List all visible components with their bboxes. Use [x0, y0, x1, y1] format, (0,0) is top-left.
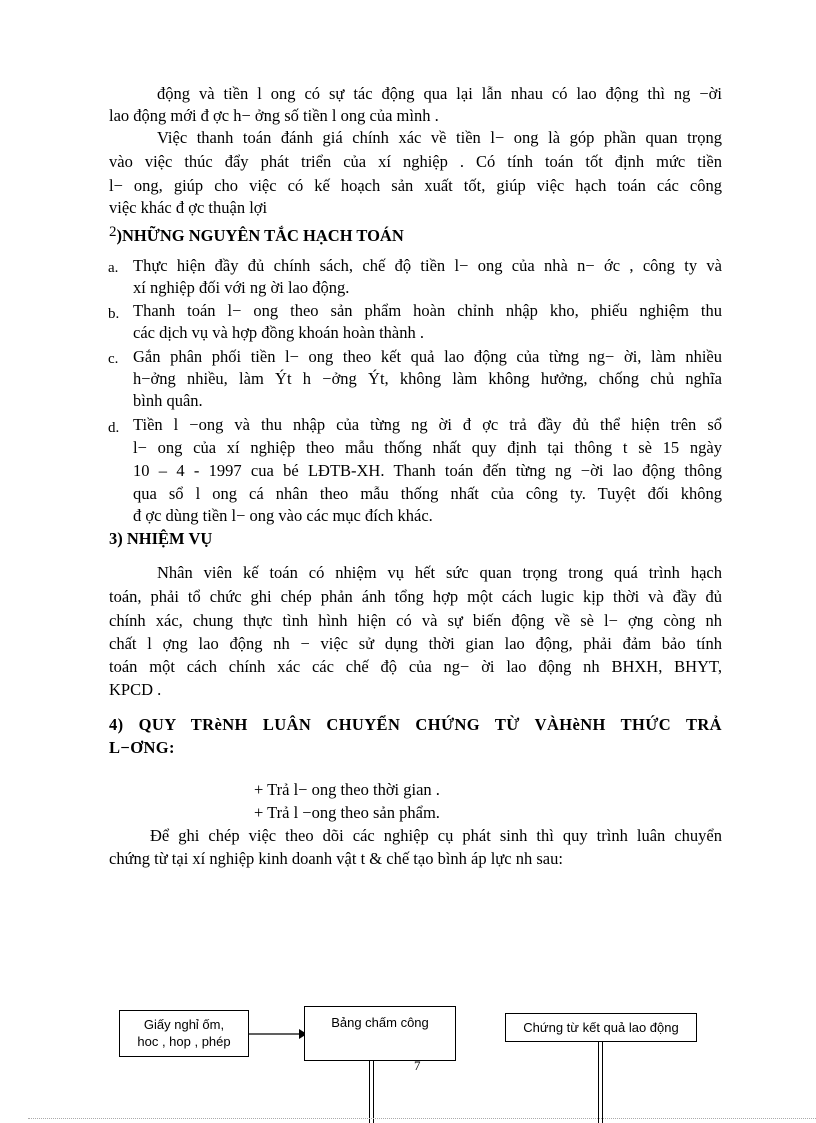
section-2-heading [109, 226, 404, 246]
item-a-line-2: xí nghiệp đối với ng ời lao động. [133, 278, 350, 297]
item-b-line-1: Thanh toán l− ong theo sản phẩm hoàn chỉnh nhập kho, phiếu nghiệm thu [133, 301, 722, 320]
item-d-line-4: qua sổ l ong cá nhân theo mẫu thống nhất của công ty. Tuyệt đối không [133, 484, 722, 503]
item-d-line-3: 10 – 4 - 1997 cua bé LĐTB-XH. Thanh toán đến từng ng −ời lao động thông [133, 461, 722, 480]
item-c-marker: c. [108, 351, 119, 367]
bullet-time-wage: + Trả l− ong theo thời gian . [254, 780, 440, 799]
intro-line-4: vào việc thúc đẩy phát triển của xí nghiệp . Có tính toán tốt định mức tiền [109, 152, 722, 171]
section-2-number: 2 [109, 224, 117, 240]
box-labor-result-documents: Chứng từ kết quả lao động [505, 1013, 697, 1042]
connector-line [373, 1061, 374, 1123]
item-d-line-2: l− ong của xí nghiệp theo mẫu thống nhất quy định tại thông t sè 15 ngày [133, 438, 722, 457]
item-a-line-1: Thực hiện đầy đủ chính sách, chế độ tiền l− ong của nhà n− ớc , công ty và [133, 256, 722, 275]
connector-line [598, 1042, 599, 1123]
box-leave-documents [119, 1010, 249, 1057]
box-leave-line-2: hoc , hop , phép [137, 1034, 231, 1049]
section-3-line-2: toán, phải tổ chức ghi chép phản ánh tổng hợp một cách lugic kịp thời và đầy đủ [109, 587, 722, 606]
section-3-line-3: chính xác, chung thực tình hình hiện có và sự biến động về sè l− ợng còng nh [109, 611, 722, 630]
connector-line [602, 1042, 603, 1123]
section-3-heading: 3) NHIỆM VỤ [109, 529, 213, 548]
box-leave-line-1: Giấy nghỉ ốm, [143, 1017, 225, 1032]
item-c-line-1: Gắn phân phối tiền l− ong theo kết quả lao động của từng ng− ời, làm nhiều [133, 347, 722, 366]
page-bottom-border [28, 1118, 816, 1119]
connector-line [369, 1061, 370, 1123]
intro-line-3: Việc thanh toán đánh giá chính xác về tiền l− ong là góp phần quan trọng [157, 128, 722, 147]
page-number: 7 [414, 1058, 421, 1073]
item-d-line-1: Tiền l −ong và thu nhập của từng ng ời đ ợc trả đầy đủ thể hiện trên sổ [133, 415, 722, 434]
box-timesheet: Bảng chấm công [304, 1006, 456, 1061]
arrow-to-timesheet [249, 1027, 309, 1041]
section-2-title: )NHỮNG NGUYÊN TẮC HẠCH TOÁN [116, 226, 404, 245]
intro-line-1: động và tiền l ong có sự tác động qua lại lẫn nhau có lao động thì ng −ời [157, 84, 722, 103]
section-4-heading-line-2: L−ƠNG: [109, 738, 175, 757]
intro-line-2: lao động mới đ ợc h− ởng số tiền l ong của mình . [109, 106, 439, 125]
section-4-para-line-1: Để ghi chép việc theo dõi các nghiệp cụ phát sinh thì quy trình luân chuyển [150, 826, 722, 845]
section-3-line-4: chất l ợng lao động nh − việc sử dụng thời gian lao động, phải đảm bảo tính [109, 634, 722, 653]
item-d-marker: d. [108, 420, 120, 436]
intro-line-6: việc khác đ ợc thuận lợi [109, 198, 268, 217]
section-3-line-1: Nhân viên kế toán có nhiệm vụ hết sức quan trọng trong quá trình hạch [157, 563, 722, 582]
section-3-line-6: KPCD . [109, 680, 162, 699]
item-d-line-5: đ ợc dùng tiền l− ong vào các mục đích khác. [133, 506, 433, 525]
item-c-line-2: h−ởng nhiều, làm Ýt h −ởng Ýt, không làm không hưởng, chống chủ nghĩa [133, 369, 722, 388]
bullet-product-wage: + Trả l −ong theo sản phẩm. [254, 803, 440, 822]
intro-line-5: l− ong, giúp cho việc có kế hoạch sản xuất tốt, giúp việc hạch toán các công [109, 176, 722, 195]
section-4-para-line-2: chứng từ tại xí nghiệp kinh doanh vật t & chế tạo bình áp lực nh sau: [109, 849, 563, 868]
item-b-line-2: các dịch vụ và hợp đồng khoán hoàn thành . [133, 323, 424, 342]
item-b-marker: b. [108, 306, 120, 322]
item-c-line-3: bình quân. [133, 391, 203, 410]
item-a-marker: a. [108, 260, 119, 276]
section-3-line-5: toán một cách chính xác các chế độ của ng− ời lao động nh BHXH, BHYT, [109, 657, 722, 676]
section-4-heading-line-1: 4) QUY TRèNH LUÂN CHUYỂN CHỨNG TỪ VÀHèNH THỨC TRẢ [109, 715, 722, 734]
